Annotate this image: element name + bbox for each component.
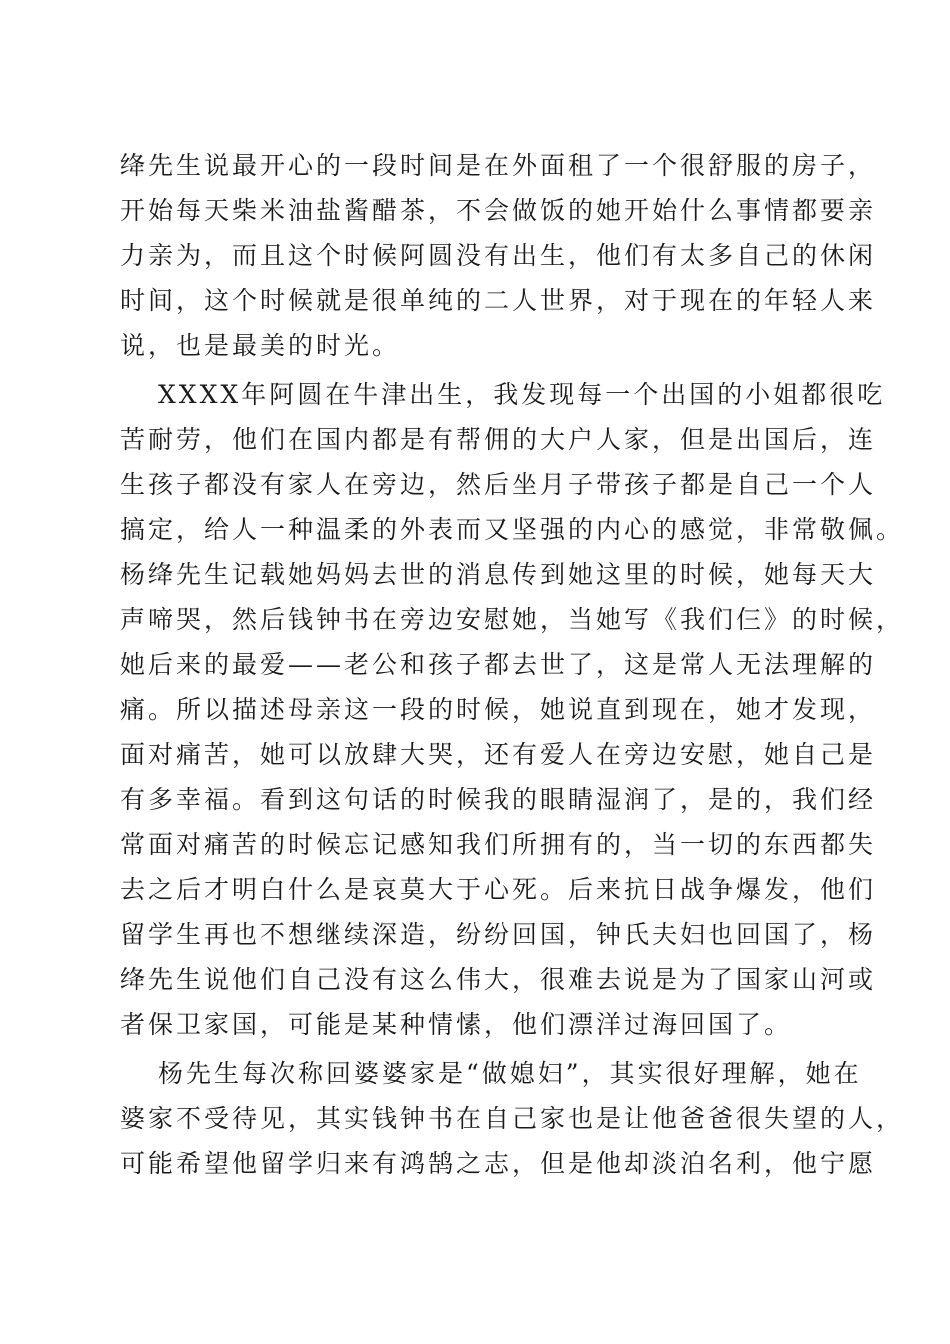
paragraph-2-line-13: 留学生再也不想继续深造，纷纷回国，钟氏夫妇也回国了，杨	[120, 920, 877, 949]
paragraph-2-line-5: 杨绛先生记载她妈妈去世的消息传到她这里的时候，她每天大	[120, 560, 877, 589]
paragraph-2-line-2: 苦耐劳，他们在国内都是有帮佣的大户人家，但是出国后，连	[120, 425, 877, 454]
paragraph-3-line-3: 可能希望他留学归来有鸿鹄之志，但是他却淡泊名利，他宁愿	[120, 1149, 877, 1178]
paragraph-2-line-7: 她后来的最爱——老公和孩子都去世了，这是常人无法理解的	[120, 650, 877, 679]
paragraph-2-line-6: 声啼哭，然后钱钟书在旁边安慰她，当她写《我们仨》的时候，	[120, 605, 905, 634]
paragraph-2-line-9: 面对痛苦，她可以放肆大哭，还有爱人在旁边安慰，她自己是	[120, 740, 877, 769]
paragraph-2-line-14: 绛先生说他们自己没有这么伟大，很难去说是为了国家山河或	[120, 965, 877, 994]
body-text	[120, 143, 905, 1186]
paragraph-1-line-4: 时间，这个时候就是很单纯的二人世界，对于现在的年轻人来	[120, 286, 877, 315]
paragraph-1-line-2: 开始每天柴米油盐酱醋茶，不会做饭的她开始什么事情都要亲	[120, 196, 877, 225]
paragraph-2-line-4: 搞定，给人一种温柔的外表而又坚强的内心的感觉，非常敬佩。	[120, 515, 905, 544]
paragraph-2-line-1: XXXX年阿圆在牛津出生，我发现每一个出国的小姐都很吃	[158, 380, 886, 409]
paragraph-2-line-3: 生孩子都没有家人在旁边，然后坐月子带孩子都是自己一个人	[120, 470, 877, 499]
paragraph-1-line-3: 力亲为，而且这个时候阿圆没有出生，他们有太多自己的休闲	[120, 241, 877, 270]
paragraph-3-line-1: 杨先生每次称回婆婆家是“做媳妇”，其实很好理解，她在	[158, 1059, 862, 1088]
paragraph-2-line-8: 痛。所以描述母亲这一段的时候，她说直到现在，她才发现，	[120, 695, 877, 724]
paragraph-2-line-12: 去之后才明白什么是哀莫大于心死。后来抗日战争爆发，他们	[120, 875, 877, 904]
paragraph-3-line-2: 婆家不受待见，其实钱钟书在自己家也是让他爸爸很失望的人，	[120, 1104, 905, 1133]
paragraph-2-line-10: 有多幸福。看到这句话的时候我的眼睛湿润了，是的，我们经	[120, 785, 877, 814]
paragraph-1-line-1: 绛先生说最开心的一段时间是在外面租了一个很舒服的房子，	[120, 151, 877, 180]
paragraph-1-line-5: 说，也是最美的时光。	[120, 331, 401, 360]
paragraph-2-line-11: 常面对痛苦的时候忘记感知我们所拥有的，当一切的东西都失	[120, 830, 877, 859]
paragraph-2-line-15: 者保卫家国，可能是某种情愫，他们漂洋过海回国了。	[120, 1010, 793, 1039]
